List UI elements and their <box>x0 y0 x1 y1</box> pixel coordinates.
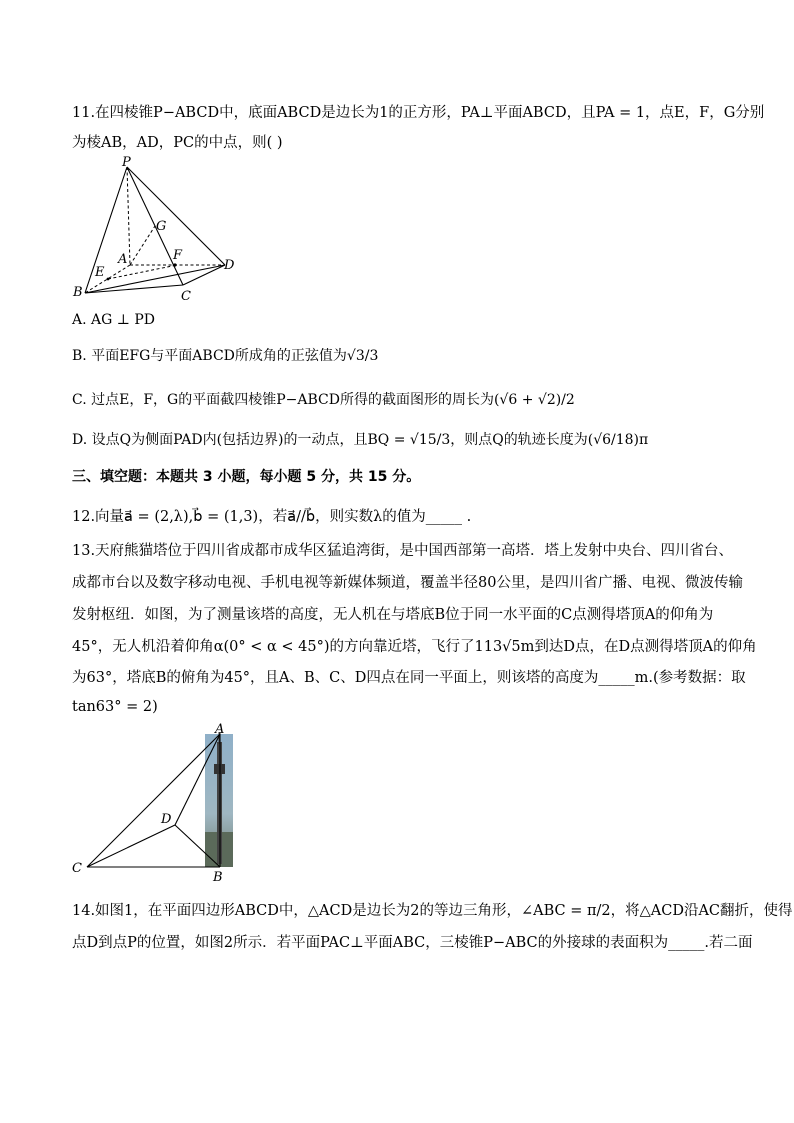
label-A: A <box>118 252 128 267</box>
label-D: D <box>224 258 235 273</box>
edge-BD-diag <box>85 265 225 293</box>
q13-line3: 发射枢纽．如图，为了测量该塔的高度，无人机在与塔底B位于同一水平面的C点测得塔顶A的仰角为 <box>72 607 714 623</box>
tower-figure <box>68 722 248 887</box>
q13-line1: 13.天府熊猫塔位于四川省成都市成华区猛追湾街，是中国西部第一高塔．塔上发射中央台、四川省台、 <box>72 543 734 559</box>
label-B: B <box>73 285 83 300</box>
label-P: P <box>122 155 131 170</box>
q12-text: 12.向量a⃗ = (2,λ),b⃗ = (1,3)，若a⃗//b⃗，则实数λ的值为_____ . <box>72 509 472 525</box>
q13-line5: 为63°，塔底B的俯角为45°，且A、B、C、D四点在同一平面上，则该塔的高度为_____m.(参考数据：取 <box>72 670 746 686</box>
q11-option-a[interactable]: A. AG ⊥ PD <box>72 312 156 328</box>
edge-CD <box>183 265 225 285</box>
q11-option-d[interactable]: D. 设点Q为侧面PAD内(包括边界)的一动点，且BQ = √15/3，则点Q的轨迹长度为(√6/18)π <box>72 432 649 448</box>
q13-line6: tan63° = 2) <box>72 699 158 715</box>
q13-line2: 成都市台以及数字移动电视、手机电视等新媒体频道，覆盖半径80公里，是四川省广播、电视、微波传输 <box>72 575 743 591</box>
label-D: D <box>161 812 172 827</box>
q11-option-c[interactable]: C. 过点E，F，G的平面截四棱锥P−ABCD所得的截面图形的周长为(√6 + √2)/2 <box>72 392 575 408</box>
edge-BC <box>85 285 183 293</box>
q11-line1: 11.在四棱锥P−ABCD中，底面ABCD是边长为1的正方形，PA⊥平面ABCD，且PA = 1，点E，F，G分别 <box>72 105 765 121</box>
q11-line2: 为棱AB，AD，PC的中点，则( ) <box>72 135 283 151</box>
label-A: A <box>215 722 225 737</box>
q11-option-b[interactable]: B. 平面EFG与平面ABCD所成角的正弦值为√3/3 <box>72 348 379 364</box>
label-C: C <box>72 861 82 876</box>
section-heading: 三、填空题：本题共 3 小题，每小题 5 分，共 15 分。 <box>72 469 421 485</box>
point-E <box>107 278 110 281</box>
q14-line2: 点D到点P的位置，如图2所示．若平面PAC⊥平面ABC，三棱锥P−ABC的外接球的表面积为_____.若二面 <box>72 935 753 951</box>
label-C: C <box>181 289 191 304</box>
segment-AG <box>130 226 155 265</box>
label-F: F <box>173 248 183 263</box>
q14-line1: 14.如图1，在平面四边形ABCD中，△ACD是边长为2的等边三角形，∠ABC = π/2，将△ACD沿AC翻折，使得 <box>72 903 793 919</box>
line-CD <box>87 825 175 867</box>
label-G: G <box>156 219 167 234</box>
label-B: B <box>213 870 223 885</box>
point-F <box>173 263 176 266</box>
pyramid-figure <box>70 155 250 305</box>
edge-PA <box>127 167 130 265</box>
label-E: E <box>95 265 105 280</box>
edge-PB <box>85 167 127 293</box>
line-CA <box>87 734 220 867</box>
q13-line4: 45°，无人机沿着仰角α(0° < α < 45°)的方向靠近塔，飞行了113√5m到达D点，在D点测得塔顶A的仰角 <box>72 639 757 655</box>
